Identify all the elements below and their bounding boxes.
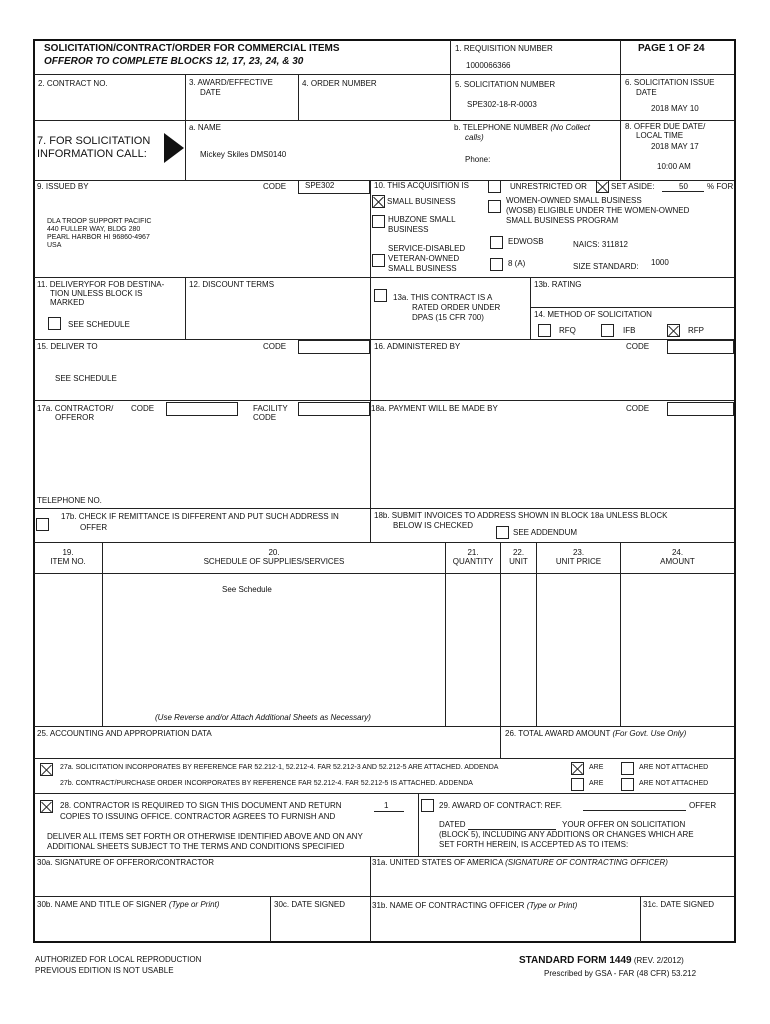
supplies-text: SCHEDULE OF SUPPLIES/SERVICES <box>203 557 345 567</box>
set-aside-label: SET ASIDE: <box>611 182 655 191</box>
invoice-label: 18b. SUBMIT INVOICES TO ADDRESS SHOWN IN BLOCK 18a UNLESS BLOCK <box>374 511 668 520</box>
address-line: PEARL HARBOR HI 96860-4967 <box>47 234 150 242</box>
small-business-checkbox[interactable] <box>372 195 385 208</box>
fob-label-2: TION UNLESS BLOCK IS <box>50 289 143 298</box>
deliver-to-code-box[interactable] <box>298 340 370 354</box>
set-aside-checkbox[interactable] <box>596 180 609 193</box>
ifb-checkbox[interactable] <box>601 324 614 337</box>
amount-text: AMOUNT <box>660 557 695 567</box>
acquisition-label: 10. THIS ACQUISITION IS <box>374 181 469 190</box>
hubzone-label: HUBZONE SMALL <box>388 215 456 224</box>
form-revision: (REV. 2/2012) <box>633 956 684 965</box>
wosb-label-2: (WOSB) ELIGIBLE UNDER THE WOMEN-OWNED <box>506 206 690 215</box>
unit-price-number: 23. <box>572 548 585 557</box>
item-no-text: ITEM NO. <box>50 557 86 567</box>
27a-are-not-checkbox[interactable] <box>621 762 634 775</box>
27b-label: 27b. CONTRACT/PURCHASE ORDER INCORPORATES BY REFERENCE FAR 52.212-4. FAR 52.212-5 IS ATTACHED. ADDENDA <box>60 780 473 787</box>
administered-by-label: 16. ADMINISTERED BY <box>374 342 461 351</box>
quantity-header <box>446 548 500 566</box>
remittance-label-2: OFFER <box>80 523 108 532</box>
telephone-no-label: TELEPHONE NO. <box>37 496 102 505</box>
accounting-label: 25. ACCOUNTING AND APPROPRIATION DATA <box>37 729 212 738</box>
order-number-label: 4. ORDER NUMBER <box>302 79 377 88</box>
wosb-label-3: SMALL BUSINESS PROGRAM <box>506 216 619 225</box>
co-name-note: (Type or Print) <box>526 901 578 910</box>
issued-by-code-label: CODE <box>263 182 287 191</box>
sdvosb-label-3: SMALL BUSINESS <box>388 264 457 273</box>
page-indicator: PAGE 1 OF 24 <box>638 43 705 54</box>
deliver-to-label: 15. DELIVER TO <box>37 342 98 351</box>
schedule-note: (Use Reverse and/or Attach Additional Sheets as Necessary) <box>155 713 371 722</box>
27a-are-not-label: ARE NOT ATTACHED <box>639 764 709 771</box>
return-copies[interactable]: 1 <box>384 801 389 810</box>
set-aside-percent[interactable]: 50 <box>679 182 688 191</box>
offer-due-time[interactable]: 10:00 AM <box>657 162 691 171</box>
quantity-number: 21. <box>467 548 479 557</box>
co-name-label <box>372 901 577 910</box>
reproduction-note: AUTHORIZED FOR LOCAL REPRODUCTION <box>35 955 202 964</box>
signer-name-note: (Type or Print) <box>168 900 220 909</box>
usa-signature-label <box>372 858 668 867</box>
schedule-body: See Schedule <box>222 585 272 594</box>
edwosb-label: EDWOSB <box>508 237 544 246</box>
27b-are-checkbox[interactable] <box>571 778 584 791</box>
29-dated: DATED <box>439 820 466 829</box>
telephone-label-text: b. TELEPHONE NUMBER <box>454 123 549 132</box>
form-subtitle: OFFEROR TO COMPLETE BLOCKS 12, 17, 23, 24, & 30 <box>44 56 304 67</box>
phone-field-label[interactable]: Phone: <box>465 155 491 164</box>
award-date-label-2: DATE <box>200 88 221 97</box>
ifb-label: IFB <box>623 326 636 335</box>
name-label: a. NAME <box>189 123 222 132</box>
issued-by-address <box>47 218 151 250</box>
discount-terms-label: 12. DISCOUNT TERMS <box>189 280 275 289</box>
rated-order-label-2: RATED ORDER UNDER <box>412 303 501 312</box>
facility-code-label-2: CODE <box>253 413 277 422</box>
rfp-checkbox[interactable] <box>667 324 680 337</box>
27b-are-label: ARE <box>589 780 604 787</box>
size-standard-value[interactable]: 1000 <box>651 258 669 267</box>
remittance-label: 17b. CHECK IF REMITTANCE IS DIFFERENT AND PUT SUCH ADDRESS IN <box>61 512 339 521</box>
issued-by-label: 9. ISSUED BY <box>37 182 89 191</box>
signer-name-label <box>37 900 219 909</box>
deliver-see-schedule: SEE SCHEDULE <box>55 374 117 383</box>
address-line: 440 FULLER WAY, BLDG 280 <box>47 226 141 234</box>
contact-name[interactable]: Mickey Skiles DMS0140 <box>200 150 287 159</box>
eight-a-checkbox[interactable] <box>490 258 503 271</box>
solicitation-info-label: 7. FOR SOLICITATION <box>37 135 151 147</box>
remittance-checkbox[interactable] <box>36 518 49 531</box>
total-award-note: (For Govt. Use Only) <box>612 729 687 738</box>
usa-signature-note: (SIGNATURE OF CONTRACTING OFFICER) <box>505 858 668 867</box>
fob-label: 11. DELIVERYFOR FOB DESTINA- <box>37 280 165 289</box>
29-label-4: (BLOCK 5), INCLUDING ANY ADDITIONS OR CHANGES WHICH ARE <box>439 830 694 839</box>
unit-header <box>501 548 536 566</box>
27a-are-checkbox[interactable] <box>571 762 584 775</box>
hubzone-checkbox[interactable] <box>372 215 385 228</box>
27a-label: 27a. SOLICITATION INCORPORATES BY REFERENCE FAR 52.212-1, 52.212-4. FAR 52.212-3 AND 52.212-5 ARE ATTACHED. ADDENDA <box>60 764 499 771</box>
unit-price-header <box>537 548 620 566</box>
solicitation-info-label-2: INFORMATION CALL: <box>37 148 147 160</box>
payment-code-box[interactable] <box>667 402 734 416</box>
address-line: DLA TROOP SUPPORT PACIFIC <box>47 218 152 225</box>
rated-order-checkbox[interactable] <box>374 289 387 302</box>
issue-date[interactable]: 2018 MAY 10 <box>651 104 699 113</box>
total-award-text: 26. TOTAL AWARD AMOUNT <box>505 729 611 738</box>
award-date-label: 3. AWARD/EFFECTIVE <box>189 78 273 87</box>
deliver-to-code-label: CODE <box>263 342 287 351</box>
31c-date-label: 31c. DATE SIGNED <box>643 900 714 909</box>
usa-signature-text: 31a. UNITED STATES OF AMERICA <box>372 858 503 867</box>
28-label-2: COPIES TO ISSUING OFFICE. CONTRACTOR AGREES TO FURNISH AND <box>60 812 336 821</box>
total-award-label <box>505 729 686 738</box>
facility-code-label: FACILITY <box>253 404 288 413</box>
telephone-label <box>454 123 590 132</box>
29-label-3: YOUR OFFER ON SOLICITATION <box>562 820 686 829</box>
unit-price-text: UNIT PRICE <box>555 557 602 567</box>
form-number-text: STANDARD FORM 1449 <box>519 955 632 966</box>
contractor-code-box[interactable] <box>166 402 238 416</box>
requisition-label: 1. REQUISITION NUMBER <box>455 44 553 53</box>
addendum-label: SEE ADDENDUM <box>513 528 578 537</box>
offer-due-date[interactable]: 2018 MAY 17 <box>651 142 699 151</box>
28-label: 28. CONTRACTOR IS REQUIRED TO SIGN THIS DOCUMENT AND RETURN <box>60 801 342 810</box>
payment-code-label: CODE <box>626 404 650 413</box>
small-business-label: SMALL BUSINESS <box>387 197 456 206</box>
item-no-header <box>34 548 102 566</box>
telephone-note: (No Collect <box>550 123 590 132</box>
contract-no-label: 2. CONTRACT NO. <box>38 79 108 88</box>
telephone-note-2: calls) <box>465 133 484 142</box>
offer-due-label: 8. OFFER DUE DATE/ <box>625 122 706 131</box>
form-title: SOLICITATION/CONTRACT/ORDER FOR COMMERCIAL ITEMS <box>44 43 340 54</box>
size-standard-label: SIZE STANDARD: <box>573 262 639 271</box>
issue-date-label: 6. SOLICITATION ISSUE <box>625 78 715 87</box>
29-checkbox[interactable] <box>421 799 434 812</box>
solicitation-number[interactable]: SPE302-18-R-0003 <box>467 100 537 109</box>
wosb-checkbox[interactable] <box>488 200 501 213</box>
contractor-code-label: CODE <box>131 404 155 413</box>
27a-checkbox[interactable] <box>40 763 53 776</box>
27a-are-label: ARE <box>589 764 604 771</box>
29-offer-label: OFFER <box>689 801 717 810</box>
unit-number: 22. <box>512 548 525 557</box>
eight-a-label: 8 (A) <box>508 259 526 268</box>
contractor-label: 17a. CONTRACTOR/ <box>37 404 114 413</box>
sdvosb-label: SERVICE-DISABLED <box>388 244 466 253</box>
supplies-header <box>103 548 445 566</box>
rfp-label: RFP <box>688 326 704 335</box>
wosb-label: WOMEN-OWNED SMALL BUSINESS <box>506 196 642 205</box>
administered-code-label: CODE <box>626 342 650 351</box>
amount-number: 24. <box>671 548 684 557</box>
solicitation-number-label: 5. SOLICITATION NUMBER <box>455 80 556 89</box>
previous-edition-note: PREVIOUS EDITION IS NOT USABLE <box>35 966 174 975</box>
28-checkbox[interactable] <box>40 800 53 813</box>
offeror-signature-label: 30a. SIGNATURE OF OFFEROR/CONTRACTOR <box>37 858 215 867</box>
issue-date-label-2: DATE <box>636 88 657 97</box>
hubzone-label-2: BUSINESS <box>388 225 429 234</box>
see-schedule-checkbox[interactable] <box>48 317 61 330</box>
arrow-right-icon <box>163 132 185 164</box>
28-label-3: DELIVER ALL ITEMS SET FORTH OR OTHERWISE IDENTIFIED ABOVE AND ON ANY <box>47 832 363 841</box>
supplies-number: 20. <box>268 548 280 557</box>
contractor-label-2: OFFEROR <box>55 413 95 422</box>
administered-code-box[interactable] <box>667 340 734 354</box>
sdvosb-checkbox[interactable] <box>372 254 385 267</box>
form-number <box>519 955 684 967</box>
27b-are-not-checkbox[interactable] <box>621 778 634 791</box>
addendum-checkbox[interactable] <box>496 526 509 539</box>
naics-code: NAICS: 311812 <box>573 240 628 249</box>
rfq-label: RFQ <box>559 326 576 335</box>
rated-order-label-3: DPAS (15 CFR 700) <box>412 313 484 322</box>
rated-order-label: 13a. THIS CONTRACT IS A <box>393 293 493 302</box>
quantity-text: QUANTITY <box>452 557 494 567</box>
prescribed-note: Prescribed by GSA - FAR (48 CFR) 53.212 <box>544 969 697 978</box>
item-no-number: 19. <box>62 548 74 557</box>
29-label: 29. AWARD OF CONTRACT: REF. <box>439 801 562 810</box>
28-label-4: ADDITIONAL SHEETS SUBJECT TO THE TERMS AND CONDITIONS SPECIFIED <box>47 842 345 851</box>
signer-name-text: 30b. NAME AND TITLE OF SIGNER <box>37 900 167 909</box>
requisition-number[interactable]: 1000066366 <box>466 61 511 70</box>
rfq-checkbox[interactable] <box>538 324 551 337</box>
27b-are-not-label: ARE NOT ATTACHED <box>639 780 709 787</box>
percent-for-label: % FOR: <box>707 182 736 191</box>
payment-by-label: 18a. PAYMENT WILL BE MADE BY <box>371 404 498 413</box>
method-label: 14. METHOD OF SOLICITATION <box>534 310 652 319</box>
sdvosb-label-2: VETERAN-OWNED <box>388 254 460 263</box>
29-label-5: SET FORTH HEREIN, IS ACCEPTED AS TO ITEMS: <box>439 840 629 849</box>
see-schedule-label: SEE SCHEDULE <box>68 320 130 329</box>
offer-due-label-2: LOCAL TIME <box>636 131 684 140</box>
rating-label: 13b. RATING <box>534 280 582 289</box>
issued-by-code[interactable]: SPE302 <box>305 181 335 190</box>
invoice-label-2: BELOW IS CHECKED <box>393 521 474 530</box>
amount-header <box>621 548 734 566</box>
co-name-text: 31b. NAME OF CONTRACTING OFFICER <box>372 901 525 910</box>
fob-label-3: MARKED <box>50 298 85 307</box>
facility-code-box[interactable] <box>298 402 370 416</box>
unit-text: UNIT <box>509 557 528 567</box>
edwosb-checkbox[interactable] <box>490 236 503 249</box>
address-line: USA <box>47 242 62 250</box>
30c-date-label: 30c. DATE SIGNED <box>274 900 345 909</box>
unrestricted-label: UNRESTRICTED OR <box>510 182 587 191</box>
unrestricted-checkbox[interactable] <box>488 180 501 193</box>
